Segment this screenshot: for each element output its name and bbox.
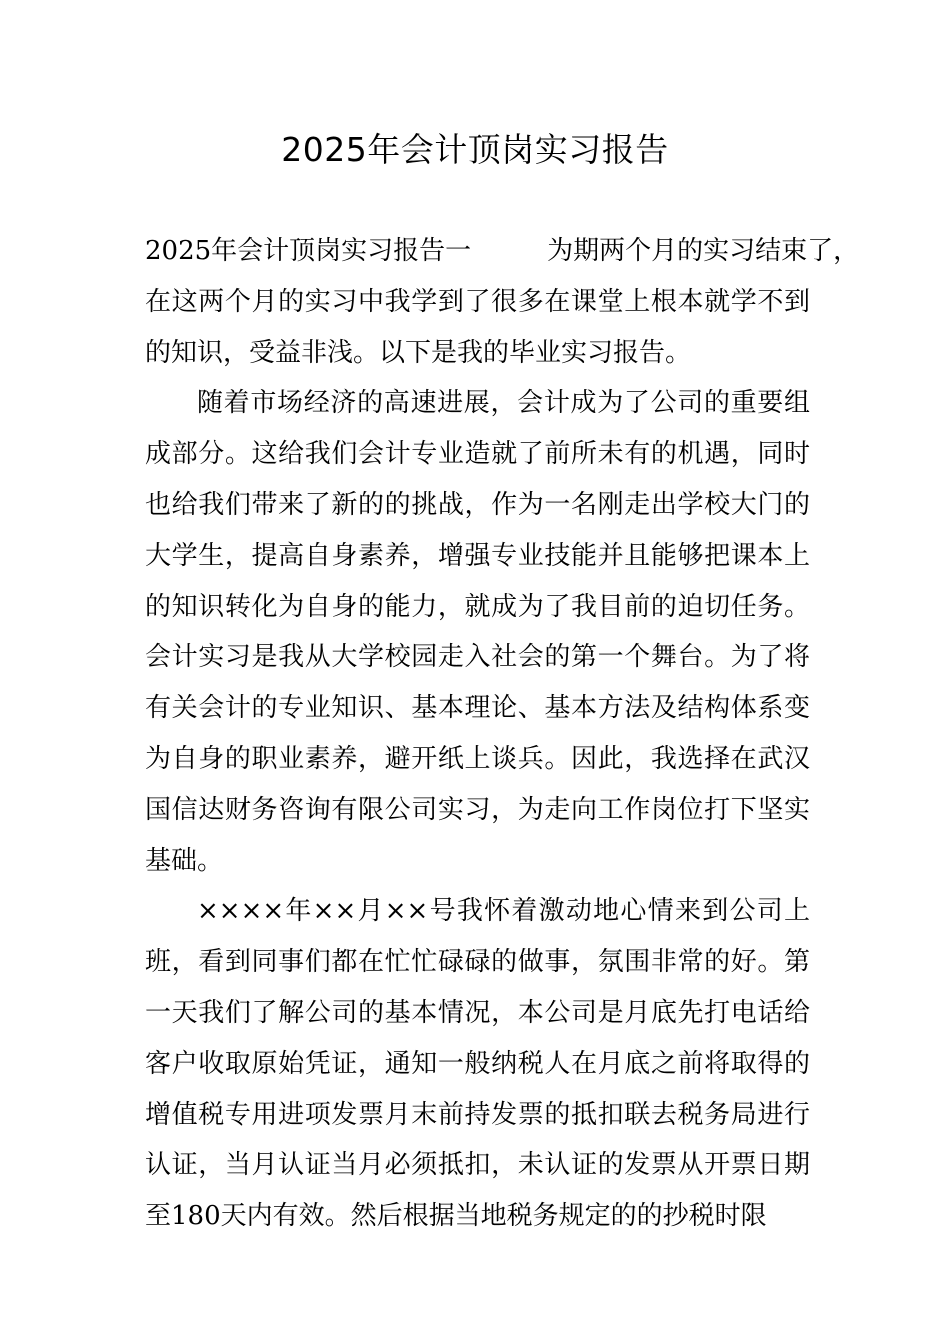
intro-lead: 2025年会计顶岗实习报告一 — [145, 236, 472, 266]
body-paragraph-2: ××××年××月××号我怀着激动地心情来到公司上班，看到同事们都在忙忙碌碌的做事，氛围非常的好。第一天我们了解公司的基本情况，本公司是月底先打电话给客户收取原始凭证，通知一般纳税人在月底之前将取得的增值税专用进项发票月末前持发票的抵扣联去税务局进行认证，当月认证当月必须抵扣，未认证的发票从开票日期至180天内有效。然后根据当地税务规定的的抄税时限 — [145, 896, 810, 1232]
intro-first-line — [145, 236, 859, 266]
intro-paragraph — [145, 226, 860, 378]
intro-first-sentence: 为期两个月的实习结束了， — [547, 236, 860, 266]
page-title: 2025年会计顶岗实习报告 — [281, 130, 669, 169]
document-body — [145, 226, 860, 1242]
body-paragraph-1: 随着市场经济的高速进展，会计成为了公司的重要组成部分。这给我们会计专业造就了前所未有的机遇，同时也给我们带来了新的的挑战，作为一名刚走出学校大门的大学生，提高自身素养，增强专业技能并且能够把课本上的知识转化为自身的能力，就成为了我目前的迫切任务。会计实习是我从大学校园走入社会的第一个舞台。为了将有关会计的专业知识、基本理论、基本方法及结构体系变为自身的职业素养，避开纸上谈兵。因此，我选择在武汉国信达财务咨询有限公司实习，为走向工作岗位打下坚实基础。 — [145, 388, 810, 876]
intro-rest: 在这两个月的实习中我学到了很多在课堂上根本就学不到的知识，受益非浅。以下是我的毕业实习报告。 — [145, 286, 810, 368]
